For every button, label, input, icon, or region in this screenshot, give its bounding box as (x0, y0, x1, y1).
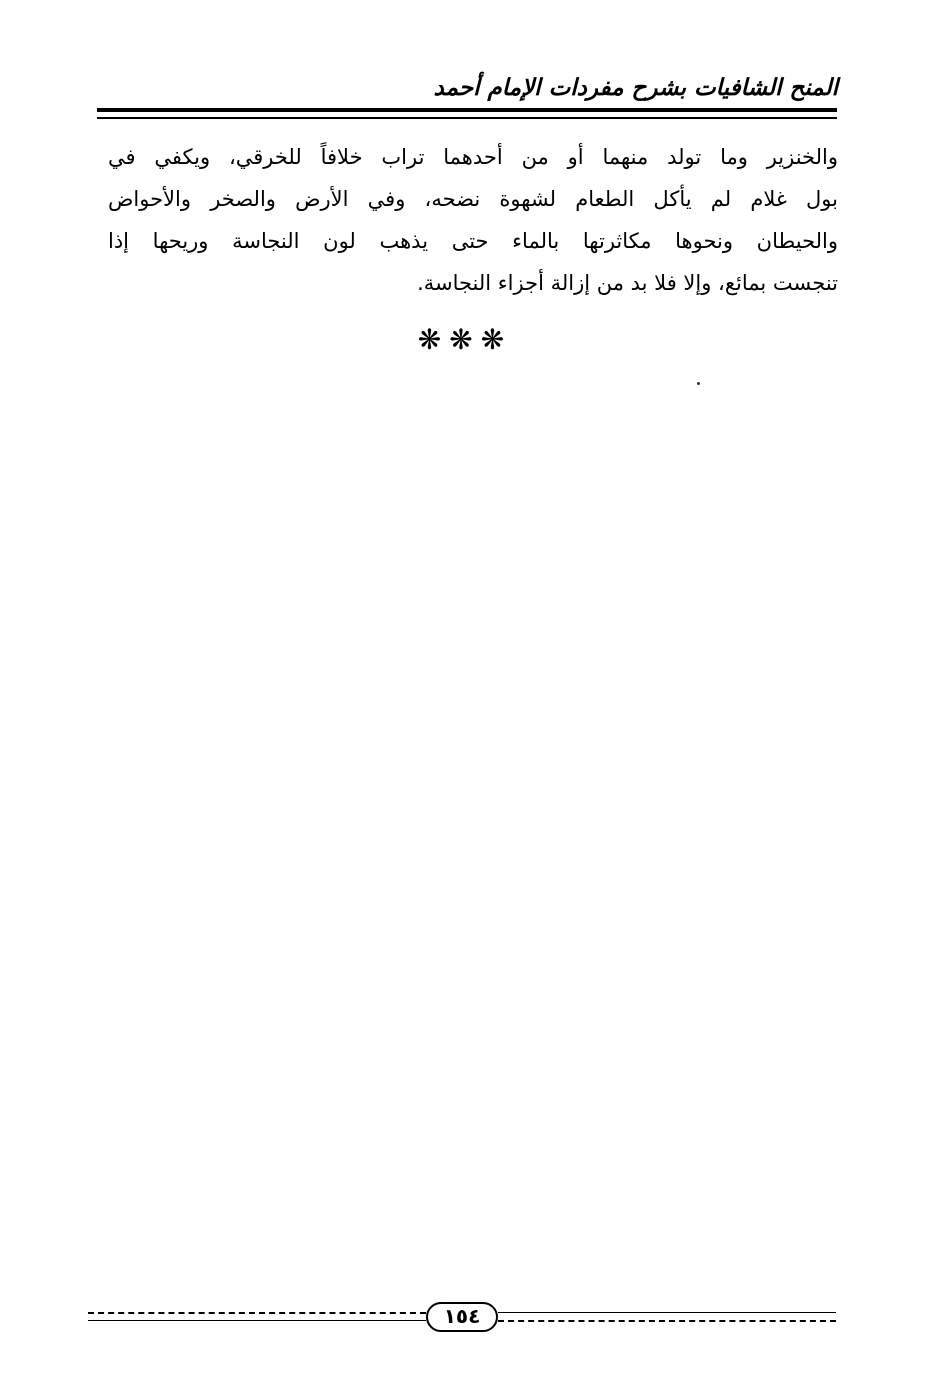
header-rule-thin (97, 117, 837, 119)
body-line: والحيطان ونحوها مكاثرتها بالماء حتى يذهب لون النجاسة وريحها إذا (108, 229, 838, 253)
section-separator: ❋❋❋ (417, 323, 513, 356)
body-line: بول غلام لم يأكل الطعام لشهوة نضحه، وفي الأرض والصخر والأحواض (108, 187, 838, 211)
footer-rule (88, 1312, 426, 1314)
running-header-title: المنح الشافيات بشرح مفردات الإمام أحمد (433, 74, 838, 101)
footer-rule (88, 1320, 426, 1321)
footer-rule (498, 1312, 836, 1313)
body-line: والخنزير وما تولد منهما أو من أحدهما تراب خلافاً للخرقي، ويكفي في (108, 145, 838, 169)
footer-rule (498, 1320, 836, 1322)
page-number: ١٥٤ (426, 1302, 498, 1332)
body-line: تنجست بمائع، وإلا فلا بد من إزالة أجزاء النجاسة. (417, 271, 838, 295)
page-footer (88, 1304, 836, 1340)
scan-speck (697, 382, 700, 385)
body-paragraph (108, 136, 838, 304)
header-rule-thick (97, 108, 837, 112)
